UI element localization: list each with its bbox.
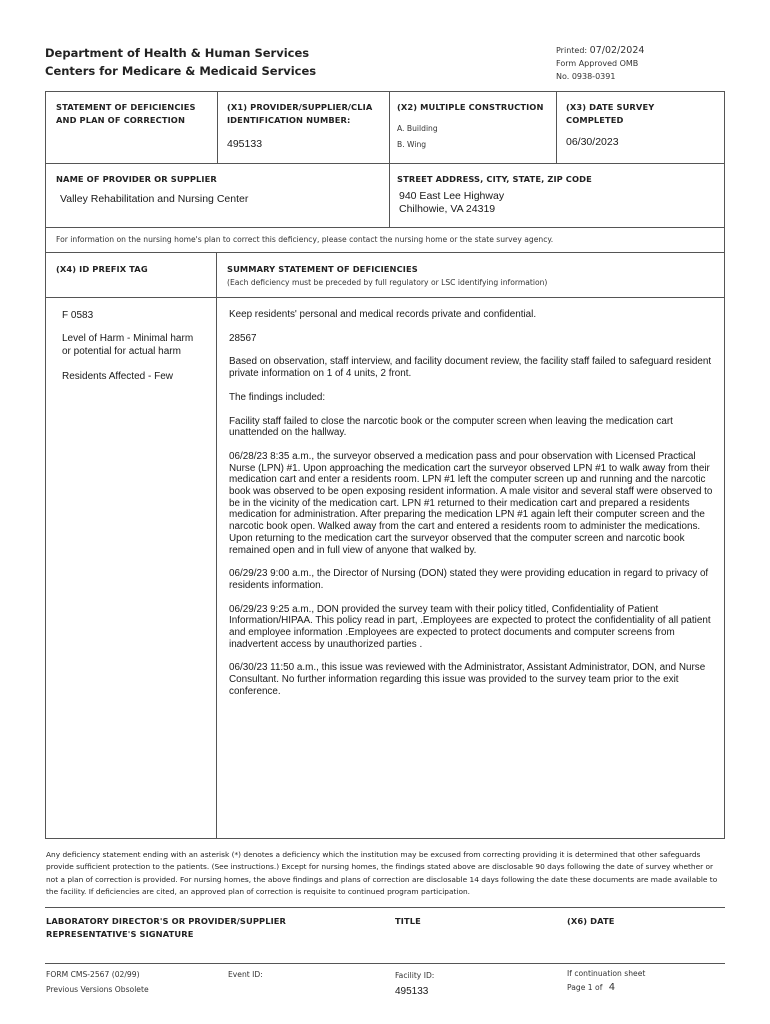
level-of-harm: Level of Harm - Minimal harm or potential for actual harm [62,333,194,357]
info-note: For information on the nursing home's plan to correct this deficiency, please contact the nursing home or the state survey agency. [56,235,554,244]
tag-id: F 0583 [62,310,94,321]
address-line1: 940 East Lee Highway [399,190,505,202]
summary-paragraph: 06/29/23 9:25 a.m., DON provided the survey team with their policy titled, Confidentiality of Patient Information/HIPAA. This policy read in part, .Employees are expected to protect the confidentiality of all patient and employee information .Employees are expected to protect documents and computer screens from inadvertent access by unauthorized parties . [229,603,711,650]
form-approved: Form Approved OMB [556,59,639,68]
page-label: Page 1 of [567,983,603,992]
provider-name-label: NAME OF PROVIDER OR SUPPLIER [56,174,217,184]
x1-value: 495133 [227,138,263,150]
printed-label: Printed: [556,46,588,55]
summary-paragraph: Based on observation, staff interview, and facility document review, the facility staff failed to safeguard resident private information on 1 of 4 units, 2 front. [229,356,712,380]
department-title: Department of Health & Human Services [45,46,310,60]
omb-number: No. 0938-0391 [556,72,616,81]
x1-label: (X1) PROVIDER/SUPPLIER/CLIA IDENTIFICATION NUMBER: [227,102,373,125]
summary-sublabel: (Each deficiency must be preceded by full regulatory or LSC identifying information) [227,278,548,287]
address-label: STREET ADDRESS, CITY, STATE, ZIP CODE [397,174,592,184]
summary-body [229,309,713,706]
x2-wing: B. Wing [397,140,427,149]
x2-label: (X2) MULTIPLE CONSTRUCTION [397,102,544,112]
provider-name: Valley Rehabilitation and Nursing Center [60,193,249,205]
page-total: 4 [608,982,616,993]
disclaimer-text: Any deficiency statement ending with an asterisk (*) denotes a deficiency which the institution may be excused from correcting providing it is determined that other safeguards provide sufficient protection to the patients. (See instructions.) Except for nursing homes, the findings stated above are disclosable 90 days following the date of survey whether or not a plan of correction is provided. For nursing homes, the above findings and plans of correction are disclosable 14 days following the date these documents are made available to the facility. If deficiencies are cited, an approved plan of correction is requisite to continued program participation. [46,850,718,896]
form-number: FORM CMS-2567 (02/99) [46,970,140,979]
event-id-label: Event ID: [228,970,263,979]
date-label: (X6) DATE [567,916,615,926]
summary-paragraph: 28567 [229,332,257,344]
page-indicator [567,982,615,993]
summary-paragraph: 06/30/23 11:50 a.m., this issue was reviewed with the Administrator, Assistant Administrator, DON, and Nurse Consultant. No further information regarding this issue was provided to the survey team prior to the exit conference. [229,662,706,697]
address-line2: Chilhowie, VA 24319 [399,203,496,215]
x3-label: (X3) DATE SURVEY COMPLETED [566,102,655,125]
summary-paragraph: 06/28/23 8:35 a.m., the surveyor observed a medication pass and pour observation with Licensed Practical Nurse (LPN) #1. Upon approaching the medication cart the surveyor observed LPN #1 to walk away from their medication cart and enter a residents room. LPN #1 left the computer screen up and running and the narcotic book was observed to be open exposing resident information. A male visitor and several staff were observed to be in the vicinity of the medication cart. LPN #1 returned to their medication cart and prepared a residents medication for administration. After preparing the medication LPN #1 again left their computer screen and the narcotic book open. Walked away from the cart and entered a residents room to administer the medications. Upon returning to the medication cart the surveyor observed that the computer screen and narcotic book remained open and in full view of anyone that walked by. [229,450,713,556]
facility-id-value: 495133 [395,986,429,997]
residents-affected: Residents Affected - Few [62,371,173,382]
printed-line [556,45,644,56]
summary-paragraph: 06/29/23 9:00 a.m., the Director of Nursing (DON) stated they were providing education in regard to privacy of residents information. [229,568,709,591]
facility-id-label: Facility ID: [395,971,435,980]
agency-title: Centers for Medicare & Medicaid Services [45,64,317,78]
continuation-note: If continuation sheet [567,969,646,978]
statement-label: STATEMENT OF DEFICIENCIES AND PLAN OF CORRECTION [56,102,196,125]
title-label: TITLE [395,916,421,926]
x3-value: 06/30/2023 [566,136,619,148]
summary-label: SUMMARY STATEMENT OF DEFICIENCIES [227,264,418,274]
summary-paragraph: Keep residents' personal and medical records private and confidential. [229,309,537,320]
summary-paragraph: Facility staff failed to close the narcotic book or the computer screen when leaving the medication cart unattended on the hallway. [229,415,673,439]
signature-label: LABORATORY DIRECTOR'S OR PROVIDER/SUPPLIER REPRESENTATIVE'S SIGNATURE [46,916,287,939]
prefix-tag-label: (X4) ID PREFIX TAG [56,264,148,274]
x2-building: A. Building [397,124,438,133]
summary-paragraph: The findings included: [229,391,326,403]
previous-versions: Previous Versions Obsolete [46,985,149,994]
printed-date: 07/02/2024 [589,45,645,56]
